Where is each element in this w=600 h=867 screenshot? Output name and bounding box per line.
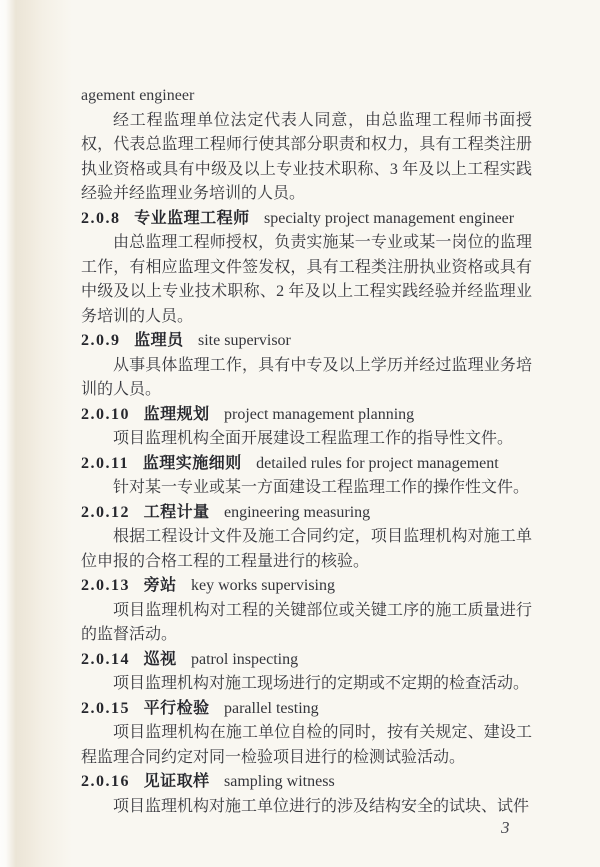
- term-english: key works supervising: [191, 577, 335, 594]
- term-entry: [81, 648, 532, 697]
- term-definition: 项目监理机构对施工现场进行的定期或不定期的检查活动。: [113, 675, 530, 692]
- term-definition: 项目监理机构全面开展建设工程监理工作的指导性文件。: [113, 430, 514, 447]
- term-heading: [81, 574, 532, 599]
- term-entry: [81, 501, 532, 575]
- term-definition: 由总监理工程师授权，负责实施某一专业或某一岗位的监理工作，有相应监理文件签发权，具有工程类注册执业资格或具有中级及以上专业技术职称、2 年及以上工程实践经验并经监理业务培训的人员。: [81, 234, 532, 325]
- term-definition: 针对某一专业或某一方面建设工程监理工作的操作性文件。: [113, 479, 530, 496]
- term-definition: 项目监理机构在施工单位自检的同时，按有关规定、建设工程监理合同约定对同一检验项目进行的检测试验活动。: [81, 724, 532, 766]
- term-entry: [81, 452, 532, 501]
- term-chinese: 监理实施细则: [142, 454, 242, 472]
- term-number: 2.0.12: [81, 503, 130, 521]
- term-english: detailed rules for project management: [256, 454, 499, 472]
- term-english: engineering measuring: [224, 503, 371, 521]
- term-heading: [81, 452, 532, 477]
- term-heading: [81, 501, 532, 526]
- scan-gutter-shadow: [0, 0, 72, 867]
- term-heading: [81, 329, 532, 354]
- term-chinese: 工程计量: [143, 503, 210, 521]
- term-heading: [81, 770, 532, 795]
- term-number: 2.0.13: [81, 577, 130, 594]
- term-entry: [81, 697, 532, 771]
- term-number: 2.0.8: [81, 209, 121, 227]
- term-heading: [81, 207, 532, 232]
- page-number: 3: [501, 818, 510, 837]
- term-english: site supervisor: [198, 332, 291, 349]
- term-chinese: 旁站: [143, 577, 177, 594]
- term-chinese: 巡视: [143, 650, 177, 668]
- term-chinese: 见证取样: [143, 773, 210, 790]
- term-definition: 根据工程设计文件及施工合同约定，项目监理机构对施工单位申报的合格工程的工程量进行的核验。: [81, 528, 532, 570]
- term-definition: 项目监理机构对工程的关键部位或关键工序的施工质量进行的监督活动。: [81, 601, 532, 643]
- term-english: specialty project management engineer: [264, 209, 515, 227]
- term-heading: [81, 403, 532, 428]
- term-english: patrol inspecting: [191, 650, 299, 668]
- term-number: 2.0.14: [81, 650, 130, 668]
- term-definition: 从事具体监理工作，具有中专及以上学历并经过监理业务培训的人员。: [81, 356, 532, 398]
- term-chinese: 专业监理工程师: [134, 209, 250, 227]
- term-english: project management planning: [224, 405, 415, 423]
- term-chinese: 平行检验: [143, 699, 210, 717]
- term-entry: [81, 574, 532, 648]
- term-entry: [81, 770, 532, 819]
- term-english: parallel testing: [224, 699, 319, 717]
- continuation-definition: 经工程监理单位法定代表人同意，由总监理工程师书面授权，代表总监理工程师行使其部分职责和权力，具有工程类注册执业资格或具有中级及以上专业技术职称、3 年及以上工程实践经验并经监理业务培训的人员。: [81, 111, 532, 202]
- continuation-english-fragment: agement engineer: [81, 87, 195, 104]
- term-definition: 项目监理机构对施工单位进行的涉及结构安全的试块、试件: [113, 797, 530, 815]
- term-number: 2.0.16: [81, 773, 130, 790]
- term-number: 2.0.10: [81, 405, 130, 423]
- term-chinese: 监理员: [134, 332, 184, 349]
- term-number: 2.0.11: [81, 454, 130, 472]
- term-number: 2.0.15: [81, 699, 130, 717]
- term-heading: [81, 648, 532, 673]
- term-heading: [81, 697, 532, 722]
- term-entry: [81, 207, 532, 330]
- term-chinese: 监理规划: [143, 405, 210, 423]
- term-entry: [81, 329, 532, 403]
- term-number: 2.0.9: [81, 332, 121, 349]
- document-page: [81, 84, 532, 819]
- term-english: sampling witness: [224, 773, 335, 790]
- term-entry: [81, 403, 532, 452]
